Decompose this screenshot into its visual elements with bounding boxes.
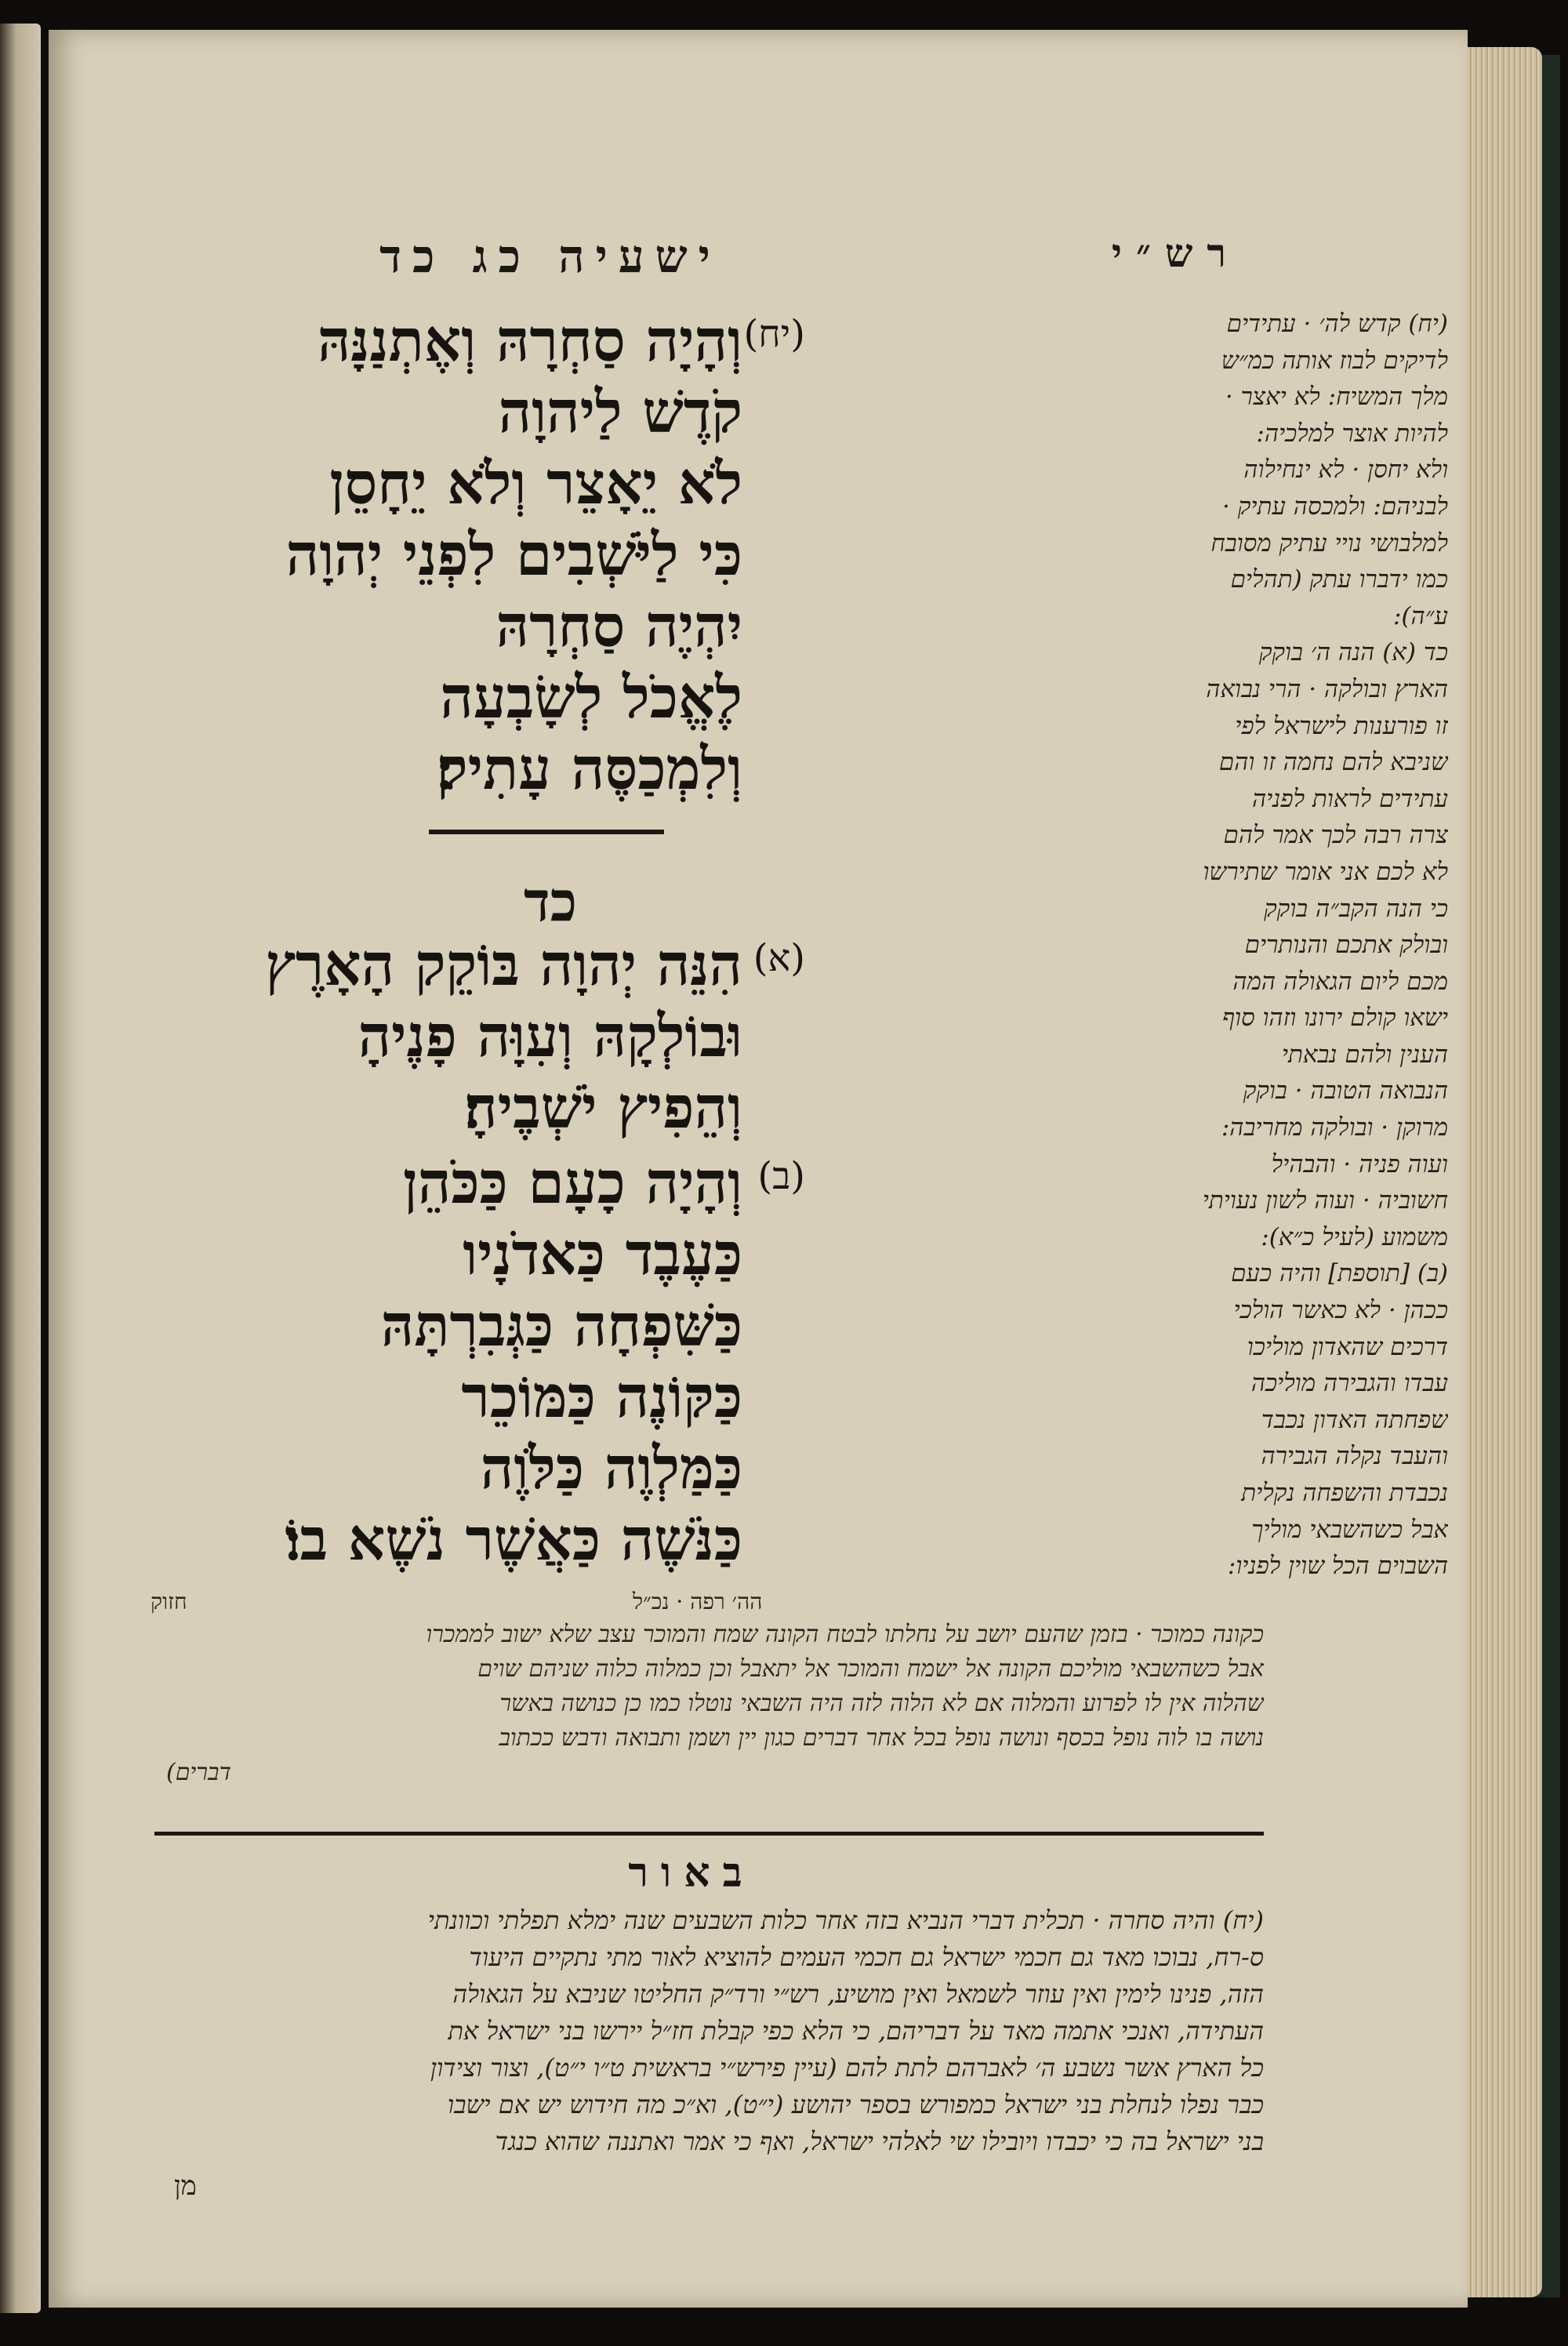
rashi-line: מרוקן · ובולקה מחריבה: xyxy=(1221,1113,1448,1142)
rashi-line: שפחתה האדון נכבד xyxy=(1261,1405,1448,1434)
verse-line: כִּי לַיֹּשְׁבִים לִפְנֵי יְהוָה xyxy=(285,521,742,589)
verse-1 xyxy=(147,930,805,1144)
biur-line: (יח) והיה סחרה · תכלית דברי הנביא בזה אחר כלות השבעים שנה ימלא תפלתי וכוונתי xyxy=(427,1905,1264,1935)
rashi-line: ישאו קולם ירונו וזהו סוף xyxy=(1222,1004,1448,1033)
biur-line: ס-רח, נבוכו מאד גם חכמי ישראל גם חכמי העמים להוציא לאור מתי נתקיים היעוד xyxy=(469,1942,1264,1972)
rashi-line: עתידים לראות לפניה xyxy=(1251,784,1448,813)
rashi-line: הנבואה הטובה · בוקק xyxy=(1243,1077,1448,1106)
rashi-line: ובולק אתכם והנותרים xyxy=(1244,931,1448,960)
rashi-line: למלבושי נויי עתיק מסובח xyxy=(1210,528,1448,557)
rashi-line: (יח) קדש לה׳ · עתידים xyxy=(1226,310,1448,338)
verse-line: קֹדֶשׁ לַיהוָה xyxy=(498,379,742,446)
footnote-signature: הה׳ רפה · נכ״ל xyxy=(633,1589,763,1614)
verse-line: כַּקּוֹנֶה כַּמּוֹכֵר xyxy=(461,1364,742,1431)
rashi-line: ועוה פניה · והבהיל xyxy=(1271,1149,1448,1178)
rashi-line: זו פורענות לישראל לפי xyxy=(1235,711,1448,740)
verse-number: (א) xyxy=(753,936,805,980)
verse-line: כַּמַּלְוֶה כַּלֹּוֶה xyxy=(480,1435,742,1502)
biur-line: כל הארץ אשר נשבע ה׳ לאברהם לתת להם (עיין פירש״י בראשית ט״ו י״ט), וצור וצידון xyxy=(430,2053,1264,2083)
rashi-line: לא לכם אני אומר שתירשו xyxy=(1203,857,1448,886)
rashi-line: ולא יחסן · לא ינחילוה xyxy=(1243,456,1448,485)
verse-line: הִנֵּה יְהוָה בּוֹקֵק הָאָרֶץ xyxy=(265,932,742,999)
rashi-line: כמו ידברו עתק (תהלים xyxy=(1230,565,1448,594)
rashi-line: מלך המשיח: לא יאצר · xyxy=(1225,383,1448,412)
verse-line: יִהְיֶה סַחְרָהּ xyxy=(495,593,742,660)
rashi-line: השבוים הכל שוין לפניו: xyxy=(1227,1552,1448,1581)
book-page xyxy=(49,30,1468,2308)
rashi-line: נכבדת והשפחה נקלית xyxy=(1241,1479,1448,1507)
verse-number: (ב) xyxy=(757,1154,805,1198)
verse-line: לֹא יֵאָצֵר וְלֹא יֵחָסֵן xyxy=(329,450,742,518)
verse-line: וְהֵפִיץ יֹשְׁבֶיהָ׃ xyxy=(464,1074,742,1142)
footnote-line: אבל כשהשבאי מוליכם הקונה אל ישמח והמוכר אל יתאבל וכן כמלוה כלוה שניהם שוים xyxy=(477,1655,1264,1683)
rashi-line: מכם ליום הגאולה המה xyxy=(1232,967,1448,996)
running-header-book: ישעיה כג כד xyxy=(379,230,721,283)
verse-line: וּבוֹלְקָהּ וְעִוָּה פָנֶיהָ xyxy=(358,1003,742,1070)
verse-line: וְהָיָה סַחְרָהּ וְאֶתְנַנָּהּ xyxy=(317,307,742,375)
biur-line: כבר נפלו לנחלת בני ישראל כמפורש בספר יהושע (י״ט), וא״כ מה חידוש יש אם ישבו xyxy=(447,2090,1264,2119)
rashi-line: צרה רבה לכך אמר להם xyxy=(1223,821,1448,850)
verse-18 xyxy=(147,306,805,805)
verse-2 xyxy=(147,1148,805,1576)
page-stack-edge xyxy=(1468,47,1542,2297)
rashi-line: חשוביה · ועוה לשון נעויתי xyxy=(1202,1186,1448,1215)
biur-line: הזה, פנינו לימין ואין עוזר לשמאל ואין מושיע, רש״י ורד״ק החליטו שניבא על הגאולה xyxy=(452,1979,1264,2009)
rashi-line: לדיקים לבוז אותה כמ״ש xyxy=(1221,346,1448,375)
facing-page-edge xyxy=(0,24,41,2313)
rashi-line: שניבא להם נחמה זו והם xyxy=(1218,748,1448,777)
rashi-line: עבדו והגבירה מוליכה xyxy=(1250,1369,1448,1398)
verse-number: (יח) xyxy=(743,312,805,356)
rashi-line: הענין ולהם נבאתי xyxy=(1281,1040,1448,1069)
verse-line: כַּשִּׁפְחָה כַּגְּבִרְתָּהּ xyxy=(380,1292,742,1360)
verse-line: לֶאֱכֹל לְשָׂבְעָה xyxy=(440,664,742,732)
footnote-line: דברים) xyxy=(166,1759,231,1786)
section-divider xyxy=(154,1832,1264,1836)
biur-line: בני ישראל בה כי יכבדו ויובילו שי לאלהי ישראל, ואף כי אמר ואתננה שהוא כנגד xyxy=(495,2126,1264,2156)
chapter-divider xyxy=(429,830,664,834)
rashi-commentary xyxy=(982,306,1448,1585)
verse-line: וְלִמְכַסֶּה עָתִיק׃ xyxy=(436,735,742,803)
verse-line: כַּנֹּשֶׁה כַּאֲשֶׁר נֹשֶׁא בוֹ׃ xyxy=(285,1506,742,1574)
rashi-line: כד (א) הנה ה׳ בוקק xyxy=(1258,638,1448,667)
rashi-line: כי הנה הקב״ה בוקק xyxy=(1264,894,1448,923)
biur-commentary xyxy=(151,1902,1264,2160)
rashi-line: להיות אוצר למלכיה: xyxy=(1256,419,1448,448)
chapter-label: כד xyxy=(524,869,577,934)
verse-line: וְהָיָה כָעָם כַּכֹּהֵן xyxy=(403,1149,742,1217)
biur-heading: באור xyxy=(628,1849,755,1897)
rashi-line: ככהן · לא כאשר הולכי xyxy=(1233,1296,1448,1325)
catchword: מן xyxy=(174,2170,197,2202)
rashi-line: משמוע (לעיל כ״א): xyxy=(1261,1222,1448,1251)
rashi-line: לבניהם: ולמכסה עתיק · xyxy=(1222,492,1448,521)
footnote-line: שהלוה אין לו לפרוע והמלוה אם לא הלוה לזה היה השבאי נוטלו כמו כן כנושה באשר xyxy=(499,1690,1264,1717)
verse-line: כַּעֶבֶד כַּאדֹנָיו xyxy=(463,1221,742,1288)
rashi-line: ע״ה): xyxy=(1392,601,1448,630)
rashi-line: אבל כשהשבאי מוליך xyxy=(1251,1515,1448,1544)
rashi-line: דרכים שהאדון מוליכו xyxy=(1247,1332,1448,1361)
rashi-line: והעבד נקלה הגבירה xyxy=(1261,1442,1448,1471)
footnote-block xyxy=(166,1618,1264,1790)
running-header-rashi: רש״י xyxy=(1111,230,1240,276)
rashi-line: הארץ ובולקה · הרי נבואה xyxy=(1206,674,1448,703)
footnote-line: כקונה כמוכר · בזמן שהעם יושב על נחלתו לבטח הקונה שמח והמוכר עצב שלא ישוב לממכרו xyxy=(426,1621,1264,1648)
footnote-line: נושה בו לוה נופל בכסף ונושה נופל בכל אחר דברים כגון יין ושמן ותבואה ודבש ככתוב xyxy=(499,1724,1264,1752)
rashi-line: (ב) [תוספת] והיה כעם xyxy=(1231,1259,1448,1288)
footnote-signature-left: חזוק xyxy=(151,1589,187,1614)
biur-line: העתידה, ואנכי אתמה מאד על דבריהם, כי הלא כפי קבלת חז״ל יירשו בני ישראל את xyxy=(448,2016,1264,2046)
